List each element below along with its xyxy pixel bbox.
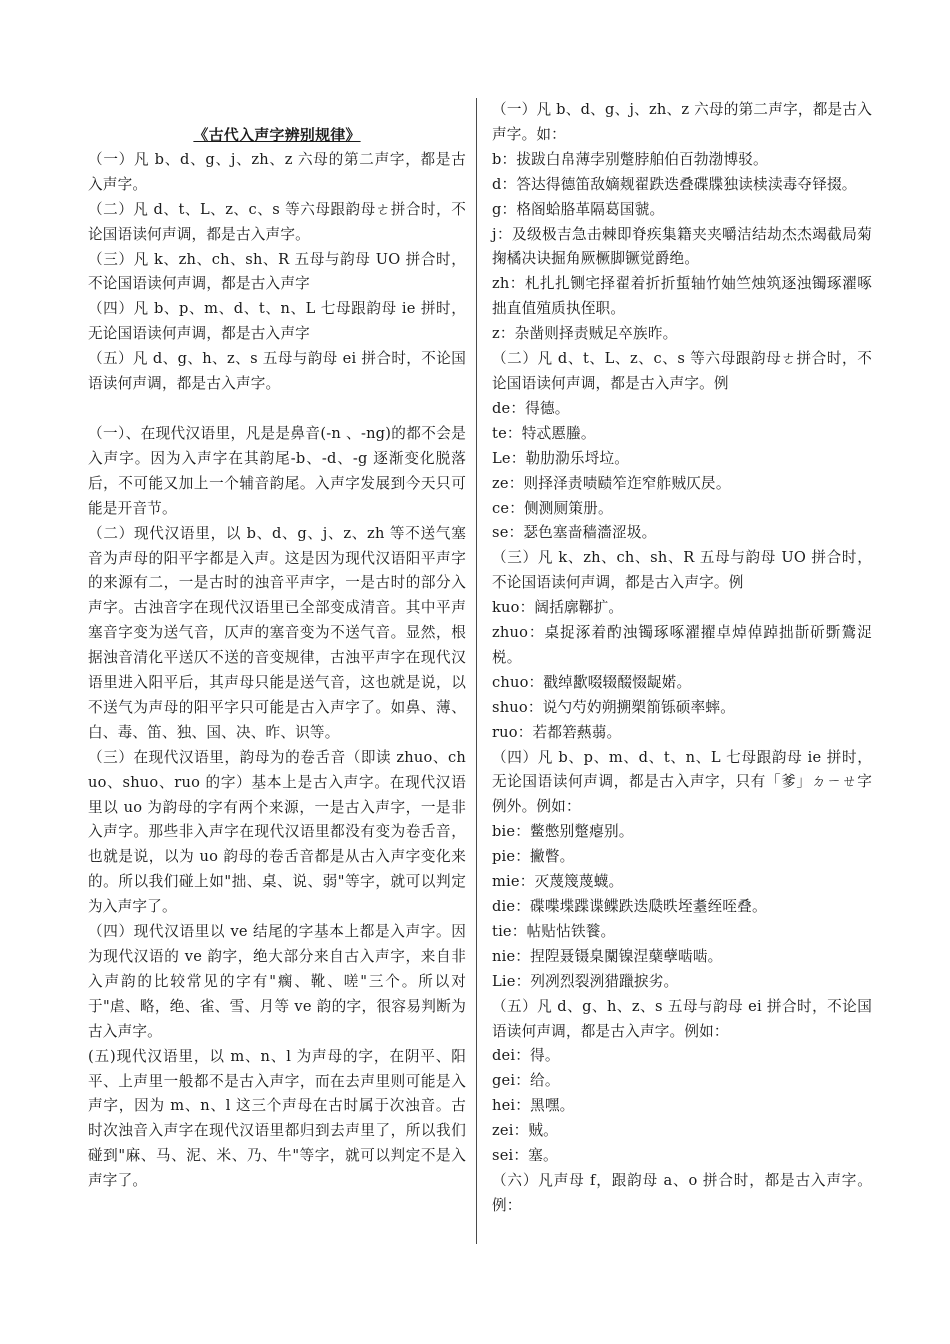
example-line: Le：勒肋泐乐埒垃。	[492, 449, 630, 467]
rule-paragraph: （四）凡 b、p、m、d、t、n、L 七母跟韵母 ie 拼时，无论国语读何声调，都是古入声字	[88, 300, 466, 343]
example-line: chuo：戳绰歠啜辍醊惙龊婼。	[492, 673, 692, 691]
example-line: ce：侧测厕策册。	[492, 499, 613, 517]
example-line: b：拔跋白帛薄孛别蹩脖舶伯百勃渤博驳。	[492, 150, 768, 168]
explanation-paragraph: (五)现代汉语里，以 m、n、l 为声母的字，在阴平、阳平、上声里一般都不是古入声字，而在去声里则可能是入声字，因为 m、n、l 这三个声母在古时属于次浊音。古时次浊音入声字在现代汉语里都归到去声里了，所以我们碰到"麻、马、泥、米、乃、牛"等字，就可以判定不是入声字了。	[88, 1047, 466, 1190]
example-line: se：瑟色塞啬穑濇涩圾。	[492, 524, 657, 542]
explanation-paragraph: （二）现代汉语里，以 b、d、g、j、z、zh 等不送气塞音为声母的阳平字都是入声。这是因为现代汉语阳平声字的来源有二，一是古时的浊音平声字，一是古时的部分入声字。古浊音字在现代汉语里已全部变成清音。其中平声塞音字变为送气音，仄声的塞音变为不送气音。显然，根据浊音清化平送仄不送的音变规律，古浊平声字在现代汉语里进入阳平后，其声母只能是送气音，这也就是说，以不送气为声母的阳平字只可能是古入声字了。如鼻、薄、白、毒、笛、独、国、决、昨、识等。	[88, 524, 466, 741]
rule-heading: （四）凡 b、p、m、d、t、n、L 七母跟韵母 ie 拼时，无论国语读何声调，都是古入声字，只有「爹」ㄉㄧㄝ字例外。例如：	[492, 748, 872, 816]
right-column	[492, 98, 872, 1219]
example-line: de：得德。	[492, 399, 570, 417]
rule-heading: （五）凡 d、g、h、z、s 五母与韵母 ei 拼合时，不论国语读何声调，都是古入声字。例如：	[492, 997, 872, 1040]
example-line: j：及级极吉急击棘即脊疾集籍夹夹嚼洁结劫杰杰竭截局菊掬橘决诀掘角厥橛脚镢觉爵绝。	[492, 225, 872, 268]
example-line: tie：帖贴怗铁餮。	[492, 922, 616, 940]
example-line: z：杂凿则择责贼足卒族昨。	[492, 325, 678, 343]
example-line: nie：捏隉聂镊臬闑镍涅蘖孽啮啮。	[492, 947, 723, 965]
rule-paragraph: （一）凡 b、d、g、j、zh、z 六母的第二声字，都是古入声字。	[88, 150, 466, 193]
example-line: gei：给。	[492, 1072, 560, 1090]
explanation-paragraph: （四）现代汉语里以 ve 结尾的字基本上都是入声字。因为现代汉语的 ve 韵字，绝大部分来自古入声字，来自非入声韵的比较常见的字有"瘸、靴、嗟"三个。所以对于"虐、略，绝、雀、雪、月等 ve 韵的字，很容易判断为古入声字。	[88, 923, 466, 1040]
explanation-paragraph: （一）、在现代汉语里，凡是是鼻音(-n 、-ng)的都不会是入声字。因为入声字在其韵尾-b、-d、-g 逐渐变化脱落后，不可能又加上一个辅音韵尾。入声字发展到今天只可能是开音节。	[88, 424, 466, 517]
rule-heading: （三）凡 k、zh、ch、sh、R 五母与韵母 UO 拼合时，不论国语读何声调，都是古入声字。例	[492, 549, 872, 592]
example-line: dei：得。	[492, 1047, 560, 1065]
rule-heading: （一）凡 b、d、g、j、zh、z 六母的第二声字，都是古入声字。如：	[492, 101, 872, 143]
example-line: sei：塞。	[492, 1147, 558, 1165]
example-line: kuo：阔括廓鞹扩。	[492, 599, 624, 617]
rule-paragraph: （五）凡 d、g、h、z、s 五母与韵母 ei 拼合时，不论国语读何声调，都是古入声字。	[88, 350, 466, 393]
example-line: zh：札扎扎铡宅择翟着折折蜇轴竹妯竺烛筑逐浊镯琢濯啄拙直值殖质执侄职。	[492, 275, 872, 318]
explanation-paragraph: （三）在现代汉语里，韵母为的卷舌音（即读 zhuo、chuo、shuo、ruo 的字）基本上是古入声字。在现代汉语里以 uo 为韵母的字有两个来源，一是古入声字，一是非入声字。那些非入声字在现代汉语里都没有变为卷舌音，也就是说，以为 uo 韵母的卷舌音都是从古入声字变化来的。所以我们碰上如"拙、桌、说、弱"等字，就可以判定为入声字了。	[88, 748, 466, 916]
example-line: bie：鳖憋别蹩瘪别。	[492, 823, 634, 841]
example-line: d：答达得德笛敌嫡觌翟跌迭叠碟牒独读椟渎毒夺铎掇。	[492, 175, 857, 193]
rule-paragraph: （二）凡 d、t、L、z、c、s 等六母跟韵母ㄜ拼合时，不论国语读何声调，都是古入声字。	[88, 200, 466, 243]
rule-paragraph: （三）凡 k、zh、ch、sh、R 五母与韵母 UO 拼合时，不论国语读何声调，都是古入声字	[88, 250, 466, 293]
blank-line	[88, 397, 466, 422]
example-line: Lie：列冽烈裂洌猎躐捩劣。	[492, 972, 679, 990]
example-line: pie：撇瞥。	[492, 848, 575, 866]
example-line: ze：则择泽责啧赜笮迮窄舴贼仄昃。	[492, 474, 731, 492]
example-line: g：格阁蛤胳革隔葛国虢。	[492, 200, 665, 218]
document-title: 《古代入声字辨别规律》	[193, 126, 361, 144]
example-line: mie：灭蔑篾蔑蠛。	[492, 873, 624, 891]
rule-heading: （六）凡声母 f，跟韵母 a、o 拼合时，都是古入声字。例：	[492, 1171, 872, 1214]
example-line: zhuo：桌捉涿着酌浊镯琢啄濯擢卓焯倬踔拙斮斫斲鷟浞棁。	[492, 624, 872, 666]
example-line: shuo：说勺芍妁朔搠槊箾铄硕率蟀。	[492, 698, 735, 716]
example-line: die：碟喋堞蹀谍鲽跌迭瓞昳垤耋绖咥叠。	[492, 898, 767, 915]
example-line: hei：黑嘿。	[492, 1097, 575, 1115]
example-line: te：特忒慝螣。	[492, 424, 596, 442]
example-line: ruo：若都箬爇蒻。	[492, 723, 622, 741]
rule-heading: （二）凡 d、t、L、z、c、s 等六母跟韵母ㄜ拼合时，不论国语读何声调，都是古入声字。例	[492, 350, 872, 392]
column-divider	[476, 98, 477, 1244]
left-column	[88, 98, 466, 1194]
example-line: zei：贼。	[492, 1122, 558, 1140]
